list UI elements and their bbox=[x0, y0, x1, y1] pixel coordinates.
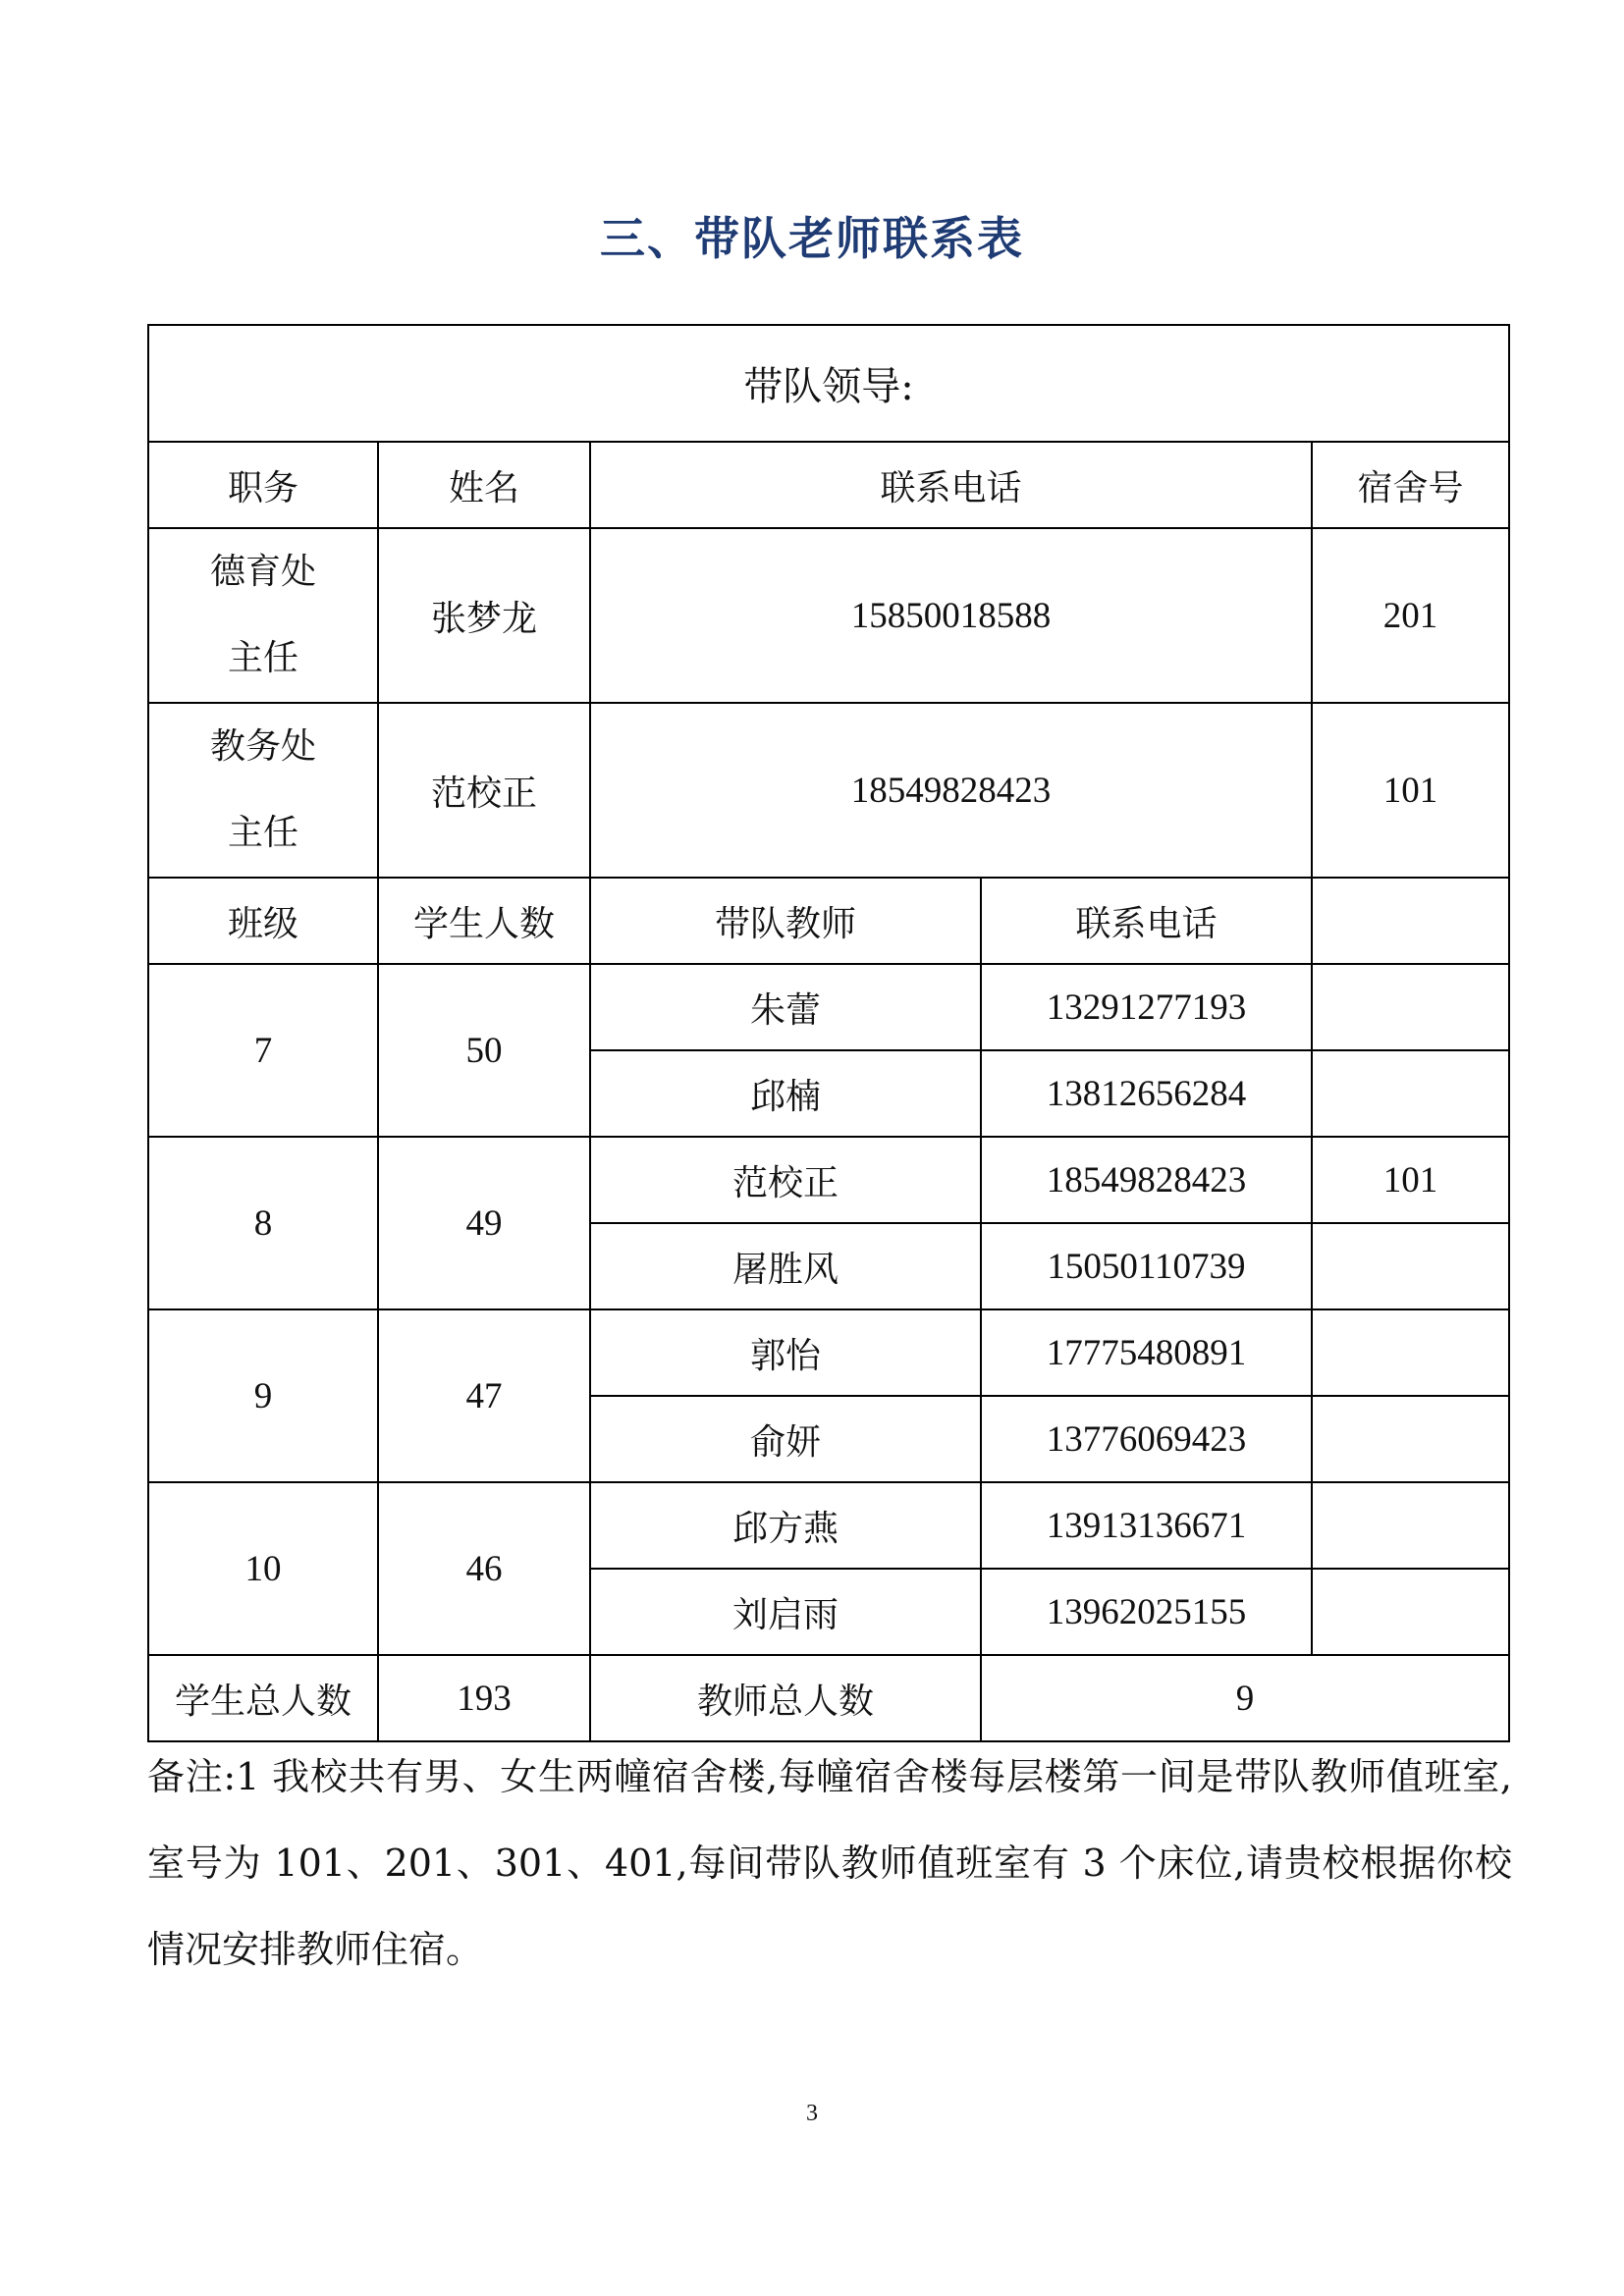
total-teachers-label: 教师总人数 bbox=[590, 1655, 981, 1741]
teacher-dorm bbox=[1312, 1569, 1509, 1655]
header-teacher-phone: 联系电话 bbox=[981, 878, 1312, 964]
leader-dorm: 201 bbox=[1312, 528, 1509, 703]
teacher-name: 刘启雨 bbox=[590, 1569, 981, 1655]
teacher-phone: 13812656284 bbox=[981, 1050, 1312, 1137]
header-position: 职务 bbox=[148, 442, 378, 528]
teacher-dorm: 101 bbox=[1312, 1137, 1509, 1223]
teacher-name: 俞妍 bbox=[590, 1396, 981, 1482]
total-students-label: 学生总人数 bbox=[148, 1655, 378, 1741]
teacher-dorm bbox=[1312, 1482, 1509, 1569]
teacher-dorm bbox=[1312, 1309, 1509, 1396]
class-student-count: 47 bbox=[378, 1309, 590, 1482]
class-row bbox=[148, 964, 1509, 1050]
teacher-phone: 13962025155 bbox=[981, 1569, 1312, 1655]
leader-position-line1: 教务处 bbox=[209, 726, 316, 767]
total-teachers-value: 9 bbox=[981, 1655, 1509, 1741]
teacher-name: 范校正 bbox=[590, 1137, 981, 1223]
leader-dorm: 101 bbox=[1312, 703, 1509, 878]
leader-position bbox=[148, 703, 378, 878]
teacher-name: 屠胜风 bbox=[590, 1223, 981, 1309]
teacher-phone: 13776069423 bbox=[981, 1396, 1312, 1482]
teacher-phone: 18549828423 bbox=[981, 1137, 1312, 1223]
page-number: 3 bbox=[806, 2101, 818, 2126]
page-title: 三、带队老师联系表 bbox=[600, 212, 1024, 265]
teacher-name: 朱蕾 bbox=[590, 964, 981, 1050]
header-class: 班级 bbox=[148, 878, 378, 964]
class-row bbox=[148, 1309, 1509, 1396]
teacher-dorm bbox=[1312, 964, 1509, 1050]
leader-row bbox=[148, 528, 1509, 703]
teacher-name: 郭怡 bbox=[590, 1309, 981, 1396]
class-row bbox=[148, 1482, 1509, 1569]
teacher-phone: 15050110739 bbox=[981, 1223, 1312, 1309]
teacher-name: 邱方燕 bbox=[590, 1482, 981, 1569]
leader-position-line1: 德育处 bbox=[209, 552, 316, 592]
totals-row bbox=[148, 1655, 1509, 1741]
teacher-phone: 17775480891 bbox=[981, 1309, 1312, 1396]
class-student-count: 46 bbox=[378, 1482, 590, 1655]
class-header-row bbox=[148, 878, 1509, 964]
class-number: 8 bbox=[148, 1137, 378, 1309]
leader-position bbox=[148, 528, 378, 703]
class-number: 10 bbox=[148, 1482, 378, 1655]
teacher-dorm bbox=[1312, 1223, 1509, 1309]
header-name: 姓名 bbox=[378, 442, 590, 528]
leader-name: 范校正 bbox=[378, 703, 590, 878]
teacher-phone: 13291277193 bbox=[981, 964, 1312, 1050]
teacher-contact-table bbox=[147, 324, 1510, 1742]
header-extra bbox=[1312, 878, 1509, 964]
header-phone: 联系电话 bbox=[590, 442, 1312, 528]
header-students: 学生人数 bbox=[378, 878, 590, 964]
leader-phone: 15850018588 bbox=[590, 528, 1312, 703]
class-number: 9 bbox=[148, 1309, 378, 1482]
class-row bbox=[148, 1137, 1509, 1223]
class-number: 7 bbox=[148, 964, 378, 1137]
leader-phone: 18549828423 bbox=[590, 703, 1312, 878]
remarks-note: 备注:1 我校共有男、女生两幢宿舍楼,每幢宿舍楼每层楼第一间是带队教师值班室,室号为 101、201、301、401,每间带队教师值班室有 3 个床位,请贵校根据你校情况安排教师住宿。 bbox=[147, 1755, 1512, 1971]
leader-position-line2: 主任 bbox=[227, 638, 298, 678]
leader-row bbox=[148, 703, 1509, 878]
header-teacher: 带队教师 bbox=[590, 878, 981, 964]
class-student-count: 49 bbox=[378, 1137, 590, 1309]
teacher-dorm bbox=[1312, 1396, 1509, 1482]
header-dorm: 宿舍号 bbox=[1312, 442, 1509, 528]
leader-section-label: 带队领导: bbox=[148, 325, 1509, 442]
leader-position-line2: 主任 bbox=[227, 813, 298, 853]
teacher-name: 邱楠 bbox=[590, 1050, 981, 1137]
leader-section-row bbox=[148, 325, 1509, 442]
total-students-value: 193 bbox=[378, 1655, 590, 1741]
teacher-phone: 13913136671 bbox=[981, 1482, 1312, 1569]
leader-name: 张梦龙 bbox=[378, 528, 590, 703]
class-student-count: 50 bbox=[378, 964, 590, 1137]
teacher-dorm bbox=[1312, 1050, 1509, 1137]
leader-header-row bbox=[148, 442, 1509, 528]
